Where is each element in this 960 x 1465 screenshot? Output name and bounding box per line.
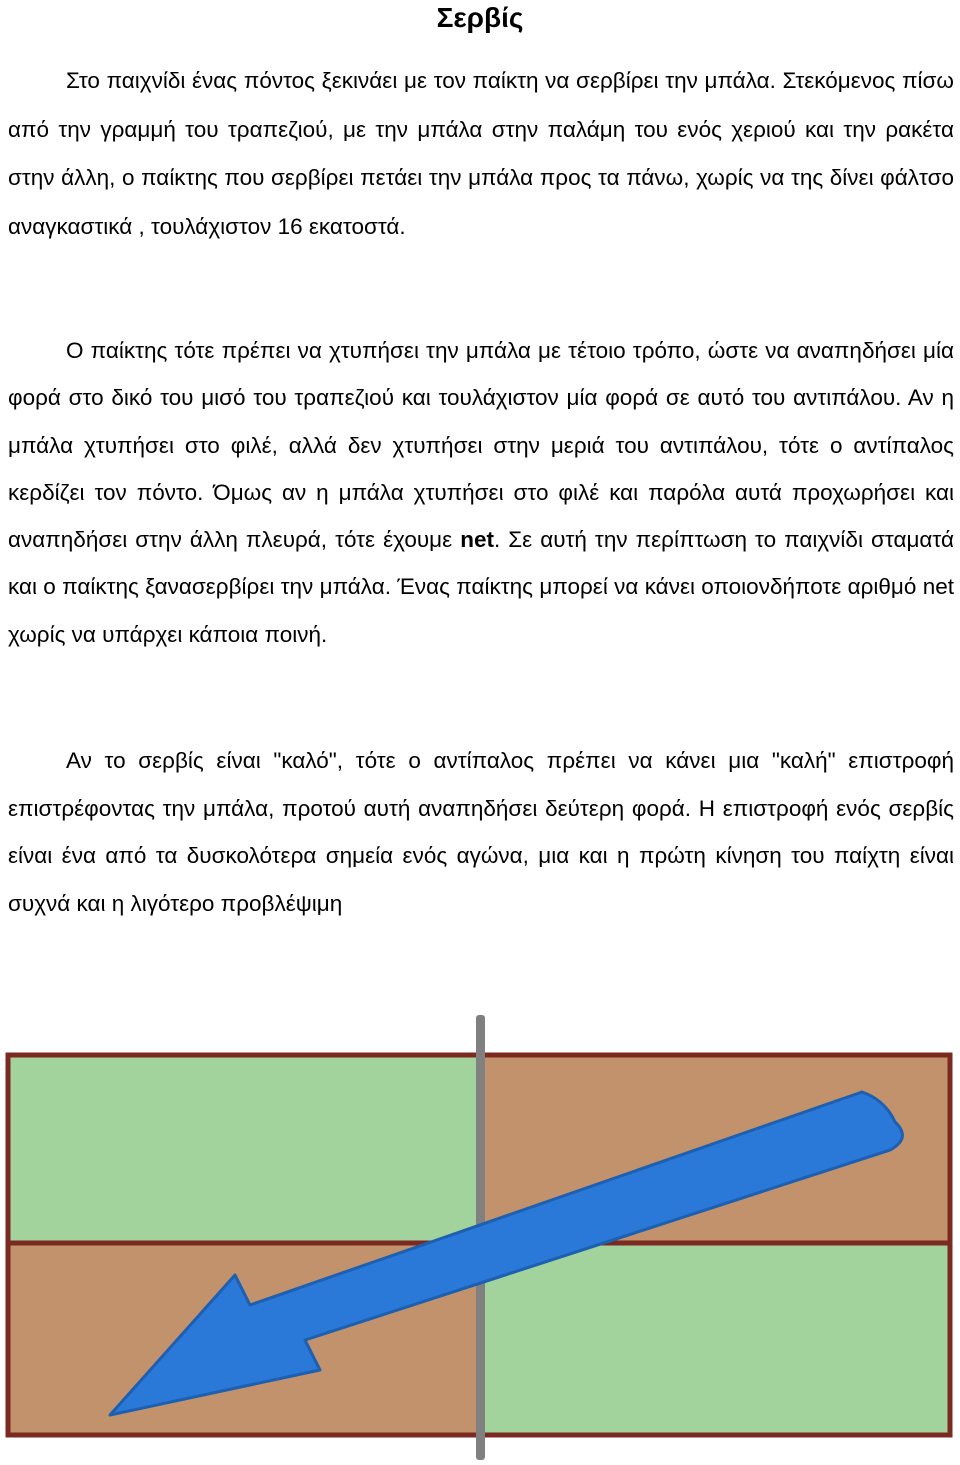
net-term: net: [460, 527, 494, 553]
page-title: Σερβίς: [436, 2, 524, 33]
paragraph-text-part: Ο παίκτης τότε πρέπει να χτυπήσει την μπάλα με τέτοιο τρόπο, ώστε να αναπηδήσει μία φορά στο δικό του μισό του τραπεζιού και τουλάχιστον μία φορά σε αυτό του αντιπάλου. Αν η μπάλα χτυπήσει στο φιλέ, αλλά δεν χτυπήσει στην μεριά του αντιπάλου, τότε ο αντίπαλος κερδίζει τον πόντο. Όμως αν η μπάλα χτυπήσει στο φιλέ και παρόλα αυτά προχωρήσει και αναπηδήσει στην άλλη πλευρά, τότε έχουμε: [8, 338, 954, 553]
table-quadrant-top-left: [8, 1055, 480, 1245]
paragraph-text: Στο παιχνίδι ένας πόντος ξεκινάει με τον παίκτη να σερβίρει την μπάλα. Στεκόμενος πίσω από την γραμμή του τραπεζιού, με την μπάλα στην παλάμη του ενός χεριού και την ρακέτα στην άλλη, ο παίκτης που σερβίρει πετάει την μπάλα προς τα πάνω, χωρίς να της δίνει φάλτσο αναγκαστικά , τουλάχιστον 16 εκατοστά.: [8, 68, 954, 239]
paragraph-text: Αν το σερβίς είναι "καλό", τότε ο αντίπαλος πρέπει να κάνει μια "καλή" επιστροφή επιστρέφοντας την μπάλα, προτού αυτή αναπηδήσει δεύτερη φορά. Η επιστροφή ενός σερβίς είναι ένα από τα δυσκολότερα σημεία ενός αγώνα, μια και η πρώτη κίνηση του παίχτη είναι συχνά και η λιγότερο προβλέψιμη: [8, 748, 954, 916]
serve-diagram: [0, 1010, 960, 1465]
paragraph-serve-return: [8, 737, 954, 927]
table-quadrant-bottom-right: [480, 1243, 950, 1435]
paragraph-text-part: . Σε αυτή την περίπτωση το παιχνίδι σταματά και ο παίκτης ξανασερβίρει την μπάλα. Ένας παίκτης μπορεί να κάνει οποιονδήποτε αριθμό net χωρίς να υπάρχει κάποια ποινή.: [8, 527, 954, 647]
paragraph-serve-intro: [8, 57, 954, 251]
paragraph-serve-rules: [8, 327, 954, 658]
paragraph-text: [8, 327, 954, 658]
